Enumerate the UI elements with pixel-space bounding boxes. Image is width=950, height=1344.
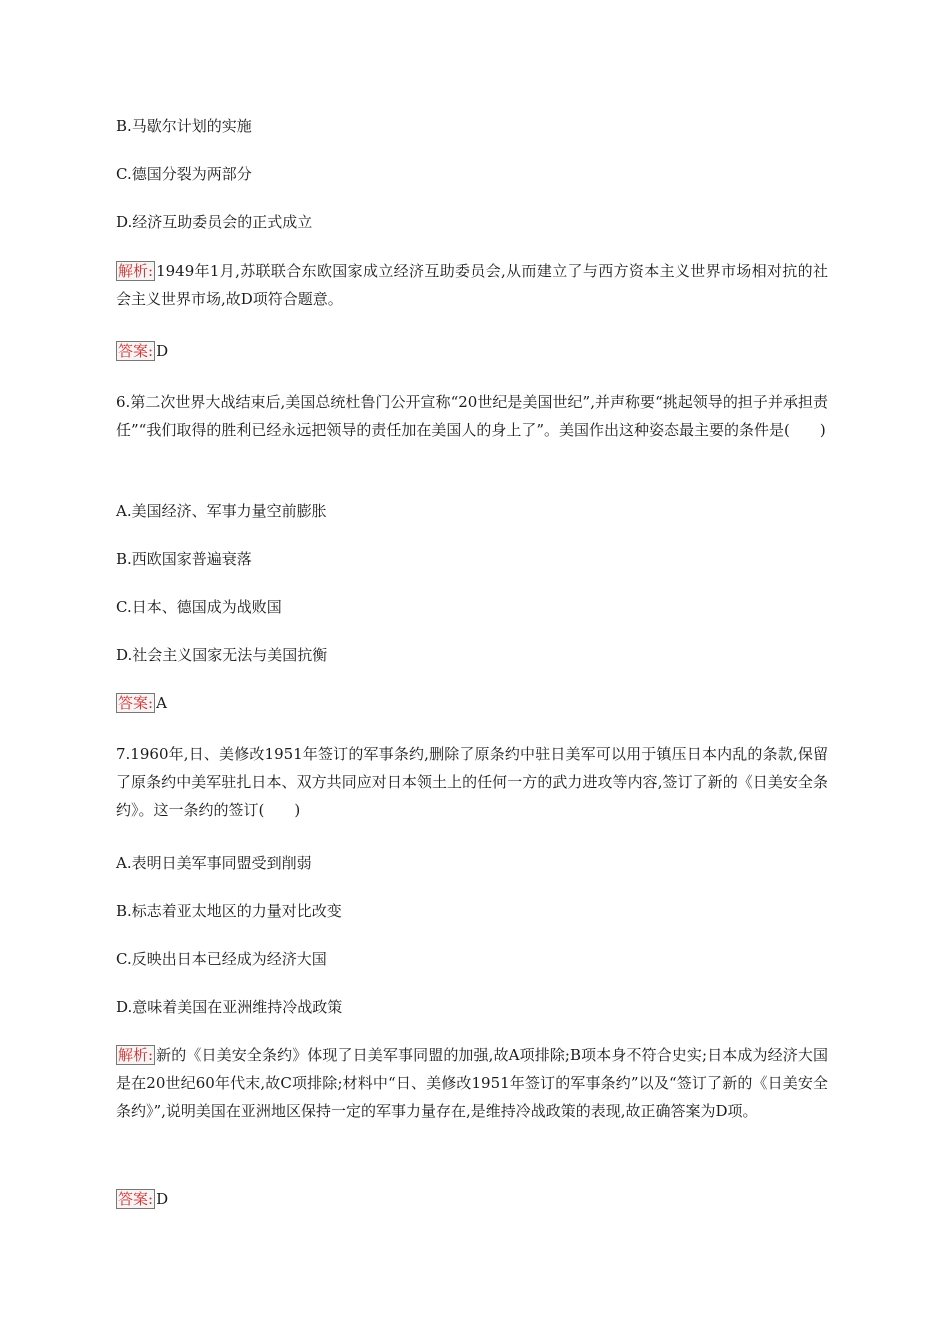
q7-option-a: A.表明日美军事同盟受到削弱 xyxy=(116,854,312,872)
q5-option-c: C.德国分裂为两部分 xyxy=(116,165,252,183)
q7-option-c: C.反映出日本已经成为经济大国 xyxy=(116,950,327,968)
q6-answer-label: 答案: xyxy=(118,694,154,712)
q5-option-d: D.经济互助委员会的正式成立 xyxy=(116,213,313,231)
q7-answer xyxy=(116,1185,828,1213)
q7-answer-value: D xyxy=(156,1190,169,1208)
q5-option-b: B.马歇尔计划的实施 xyxy=(116,117,252,135)
q7-analysis xyxy=(116,1041,828,1125)
q5-analysis-label: 解析: xyxy=(118,262,154,280)
q5-answer-label: 答案: xyxy=(118,342,154,360)
q7-option-d: D.意味着美国在亚洲维持冷战政策 xyxy=(116,998,343,1016)
q5-analysis-text: 1949年1月,苏联联合东欧国家成立经济互助委员会,从而建立了与西方资本主义世界市场相对抗的社会主义世界市场,故D项符合题意。 xyxy=(116,262,828,308)
q6-option-a: A.美国经济、军事力量空前膨胀 xyxy=(116,502,327,520)
q6-question: 6.第二次世界大战结束后,美国总统杜鲁门公开宣称“20世纪是美国世纪”,并声称要“挑起领导的担子并承担责任”“我们取得的胜利已经永远把领导的责任加在美国人的身上了”。美国作出这种姿态最主要的条件是( ) xyxy=(116,393,828,439)
q7-analysis-label: 解析: xyxy=(118,1046,154,1064)
q7-question: 7.1960年,日、美修改1951年签订的军事条约,删除了原条约中驻日美军可以用于镇压日本内乱的条款,保留了原条约中美军驻扎日本、双方共同应对日本领土上的任何一方的武力进攻等内容,签订了新的《日美安全条约》。这一条约的签订( ) xyxy=(116,745,828,819)
q6-option-c: C.日本、德国成为战败国 xyxy=(116,598,282,616)
q5-answer-value: D xyxy=(156,342,169,360)
q7-answer-label: 答案: xyxy=(118,1190,154,1208)
q5-analysis xyxy=(116,257,828,313)
q7-analysis-text: 新的《日美安全条约》体现了日美军事同盟的加强,故A项排除;B项本身不符合史实;日本成为经济大国是在20世纪60年代末,故C项排除;材料中“日、美修改1951年签订的军事条约”以及“签订了新的《日美安全条约》”,说明美国在亚洲地区保持一定的军事力量存在,是维持冷战政策的表现,故正确答案为D项。 xyxy=(116,1046,828,1120)
q6-answer-value: A xyxy=(156,694,167,712)
q7-option-b: B.标志着亚太地区的力量对比改变 xyxy=(116,902,342,920)
q6-answer xyxy=(116,689,828,717)
q6-option-d: D.社会主义国家无法与美国抗衡 xyxy=(116,646,328,664)
q5-answer xyxy=(116,337,828,365)
q6-option-b: B.西欧国家普遍衰落 xyxy=(116,550,252,568)
